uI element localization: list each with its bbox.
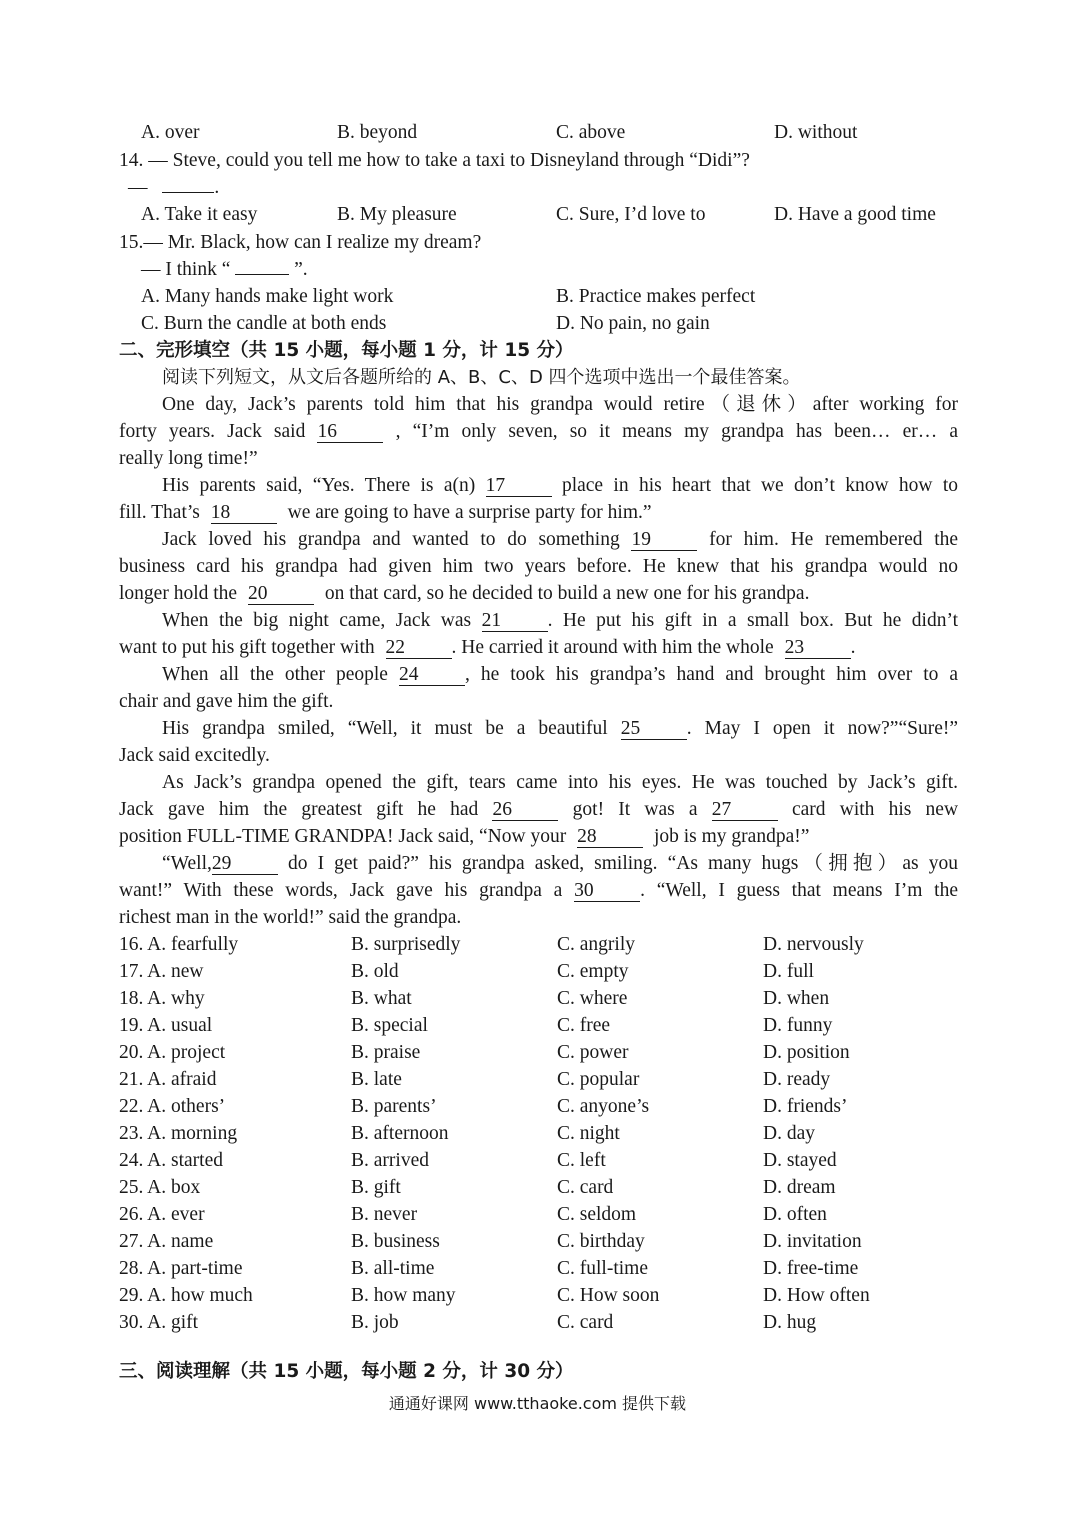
choice-d: D. free-time — [763, 1258, 859, 1279]
choice-d: D. funny — [763, 1015, 833, 1036]
choice-a: 21. A. afraid — [119, 1069, 217, 1090]
blank-29: 29 — [212, 854, 278, 875]
reply-dash: — — [128, 177, 148, 198]
option-d: D. Have a good time — [774, 204, 936, 225]
passage-line: One day, Jack’s parents told him that his grandpa would retire（退休）after working for — [162, 394, 958, 415]
passage-line — [119, 580, 958, 607]
q15-blank — [235, 274, 289, 275]
q14-reply — [128, 174, 219, 201]
option-a: A. Take it easy — [141, 204, 258, 225]
choice-c: C. birthday — [557, 1231, 645, 1252]
passage-line — [119, 634, 958, 661]
choice-a: 19. A. usual — [119, 1015, 213, 1036]
choice-b: B. all-time — [351, 1258, 435, 1279]
passage-line — [162, 607, 958, 634]
blank-22: 22 — [386, 638, 452, 659]
option-b: B. Practice makes perfect — [556, 286, 756, 307]
passage-line — [119, 418, 958, 445]
q14-blank — [162, 192, 214, 193]
option-b: B. beyond — [337, 122, 418, 143]
blank-20: 20 — [248, 584, 314, 605]
text-segment: Jack gave him the greatest gift he had — [119, 799, 479, 820]
text-segment: place in his heart that we don’t know how to — [561, 475, 959, 496]
choice-c: C. anyone’s — [557, 1096, 650, 1117]
passage-line: Jack said excitedly. — [119, 745, 270, 766]
text-segment: , he took his grandpa’s hand and brought him over to a — [464, 664, 959, 685]
text-segment: fill. That’s — [119, 502, 200, 523]
choice-b: B. how many — [351, 1285, 456, 1306]
choice-c: C. full-time — [557, 1258, 648, 1279]
text-segment: position FULL-TIME GRANDPA! Jack said, “Now your — [119, 826, 567, 847]
choice-c: C. How soon — [557, 1285, 660, 1306]
choice-b: B. job — [351, 1312, 399, 1333]
choice-c: C. power — [557, 1042, 629, 1063]
blank-19: 19 — [631, 530, 697, 551]
text-segment: , “I’m only seven, so it means my grandpa has been… er… a — [395, 421, 959, 442]
choice-d: D. hug — [763, 1312, 817, 1333]
text-segment: got! It was a — [572, 799, 698, 820]
blank-17: 17 — [486, 476, 552, 497]
text-segment: . He put his gift in a small box. But he didn’t — [547, 610, 959, 631]
choice-c: C. card — [557, 1312, 614, 1333]
blank-30: 30 — [574, 881, 640, 902]
choice-a: 16. A. fearfully — [119, 934, 239, 955]
text-segment: . — [850, 637, 856, 658]
passage-line: chair and gave him the gift. — [119, 691, 334, 712]
choice-d: D. How often — [763, 1285, 870, 1306]
choice-d: D. often — [763, 1204, 827, 1225]
passage-line — [119, 823, 958, 850]
q15-stem: 15.— Mr. Black, how can I realize my dream? — [119, 232, 482, 253]
passage-line — [119, 796, 958, 823]
blank-25: 25 — [621, 719, 687, 740]
text-segment: do I get paid?” his grandpa asked, smiling. “As many hugs（拥抱）as you — [287, 853, 958, 874]
choice-d: D. nervously — [763, 934, 864, 955]
choice-b: B. arrived — [351, 1150, 429, 1171]
choice-c: C. night — [557, 1123, 620, 1144]
passage-line — [162, 661, 958, 688]
text-segment: . He carried it around with him the whole — [451, 637, 774, 658]
choice-d: D. invitation — [763, 1231, 862, 1252]
passage-line: really long time!” — [119, 448, 258, 469]
choice-c: C. where — [557, 988, 628, 1009]
text-segment: Jack loved his grandpa and wanted to do something — [162, 529, 620, 550]
choice-a: 26. A. ever — [119, 1204, 205, 1225]
choice-b: B. old — [351, 961, 399, 982]
text-segment: . May I open it now?”“Sure!” — [686, 718, 959, 739]
section-heading-cloze: 二、完形填空（共 15 小题，每小题 1 分，计 15 分） — [119, 340, 574, 361]
text-segment: longer hold the — [119, 583, 238, 604]
passage-line — [119, 877, 958, 904]
choice-a: 30. A. gift — [119, 1312, 199, 1333]
choice-d: D. dream — [763, 1177, 836, 1198]
text-segment: for him. He remembered the — [709, 529, 959, 550]
choice-c: C. popular — [557, 1069, 640, 1090]
choice-b: B. surprisedly — [351, 934, 461, 955]
option-a: A. Many hands make light work — [141, 286, 394, 307]
passage-line — [162, 715, 958, 742]
passage-line — [119, 499, 958, 526]
text-segment: we are going to have a surprise party for him.” — [287, 502, 652, 523]
passage-line — [162, 850, 958, 877]
text-segment: His grandpa smiled, “Well, it must be a beautiful — [162, 718, 608, 739]
blank-21: 21 — [482, 611, 548, 632]
reply-end: . — [214, 177, 220, 198]
reply-pre: — I think “ — [141, 259, 231, 280]
choice-c: C. free — [557, 1015, 611, 1036]
passage-line — [162, 526, 958, 553]
choice-b: B. late — [351, 1069, 402, 1090]
choice-d: D. ready — [763, 1069, 831, 1090]
section-instruction: 阅读下列短文，从文后各题所给的 A、B、C、D 四个选项中选出一个最佳答案。 — [162, 367, 801, 388]
option-b: B. My pleasure — [337, 204, 457, 225]
blank-18: 18 — [211, 503, 277, 524]
option-d: D. No pain, no gain — [556, 313, 710, 334]
choice-b: B. praise — [351, 1042, 421, 1063]
choice-a: 18. A. why — [119, 988, 205, 1009]
blank-23: 23 — [785, 638, 851, 659]
page-footer: 通通好课网 www.tthaoke.com 提供下载 — [388, 1394, 687, 1413]
choice-b: B. never — [351, 1204, 418, 1225]
text-segment: card with his new — [791, 799, 959, 820]
option-d: D. without — [774, 122, 858, 143]
choice-b: B. what — [351, 988, 412, 1009]
text-segment: “Well, — [162, 853, 212, 874]
text-segment: want!” With these words, Jack gave his grandpa a — [119, 880, 563, 901]
choice-c: C. angrily — [557, 934, 635, 955]
choice-d: D. when — [763, 988, 830, 1009]
choice-b: B. parents’ — [351, 1096, 437, 1117]
blank-27: 27 — [712, 800, 778, 821]
q14-stem: 14. — Steve, could you tell me how to take a taxi to Disneyland through “Didi”? — [119, 150, 750, 171]
choice-d: D. day — [763, 1123, 815, 1144]
option-c: C. Sure, I’d love to — [556, 204, 706, 225]
option-c: C. Burn the candle at both ends — [141, 313, 387, 334]
choice-a: 25. A. box — [119, 1177, 201, 1198]
q15-reply — [141, 256, 308, 283]
passage-line: richest man in the world!” said the grandpa. — [119, 907, 462, 928]
choice-a: 20. A. project — [119, 1042, 226, 1063]
choice-c: C. seldom — [557, 1204, 637, 1225]
blank-24: 24 — [399, 665, 465, 686]
choice-a: 27. A. name — [119, 1231, 214, 1252]
choice-d: D. position — [763, 1042, 850, 1063]
blank-26: 26 — [492, 800, 558, 821]
blank-28: 28 — [577, 827, 643, 848]
choice-d: D. friends’ — [763, 1096, 848, 1117]
choice-a: 28. A. part-time — [119, 1258, 243, 1279]
text-segment: on that card, so he decided to build a new one for his grandpa. — [324, 583, 810, 604]
choice-a: 24. A. started — [119, 1150, 223, 1171]
passage-line: As Jack’s grandpa opened the gift, tears came into his eyes. He was touched by Jack’s gift. — [162, 772, 958, 793]
choice-c: C. empty — [557, 961, 629, 982]
text-segment: want to put his gift together with — [119, 637, 375, 658]
blank-16: 16 — [317, 422, 383, 443]
reply-post: ”. — [294, 259, 308, 280]
choice-d: D. stayed — [763, 1150, 837, 1171]
choice-a: 22. A. others’ — [119, 1096, 226, 1117]
text-segment: . “Well, I guess that means I’m the — [640, 880, 958, 901]
option-c: C. above — [556, 122, 626, 143]
section-heading-reading: 三、阅读理解（共 15 小题，每小题 2 分，计 30 分） — [119, 1361, 574, 1382]
choice-c: C. left — [557, 1150, 606, 1171]
text-segment: job is my grandpa!” — [653, 826, 810, 847]
choice-b: B. afternoon — [351, 1123, 449, 1144]
choice-a: 29. A. how much — [119, 1285, 253, 1306]
text-segment: When the big night came, Jack was — [162, 610, 472, 631]
choice-b: B. business — [351, 1231, 440, 1252]
option-a: A. over — [141, 122, 200, 143]
text-segment: forty years. Jack said — [119, 421, 306, 442]
choice-b: B. gift — [351, 1177, 401, 1198]
text-segment: His parents said, “Yes. There is a(n) — [162, 475, 476, 496]
choice-a: 23. A. morning — [119, 1123, 238, 1144]
choice-d: D. full — [763, 961, 814, 982]
passage-line — [162, 472, 958, 499]
choice-a: 17. A. new — [119, 961, 204, 982]
text-segment: When all the other people — [162, 664, 388, 685]
choice-b: B. special — [351, 1015, 428, 1036]
choice-c: C. card — [557, 1177, 614, 1198]
passage-line: business card his grandpa had given him two years before. He knew that his grandpa would no — [119, 556, 958, 577]
